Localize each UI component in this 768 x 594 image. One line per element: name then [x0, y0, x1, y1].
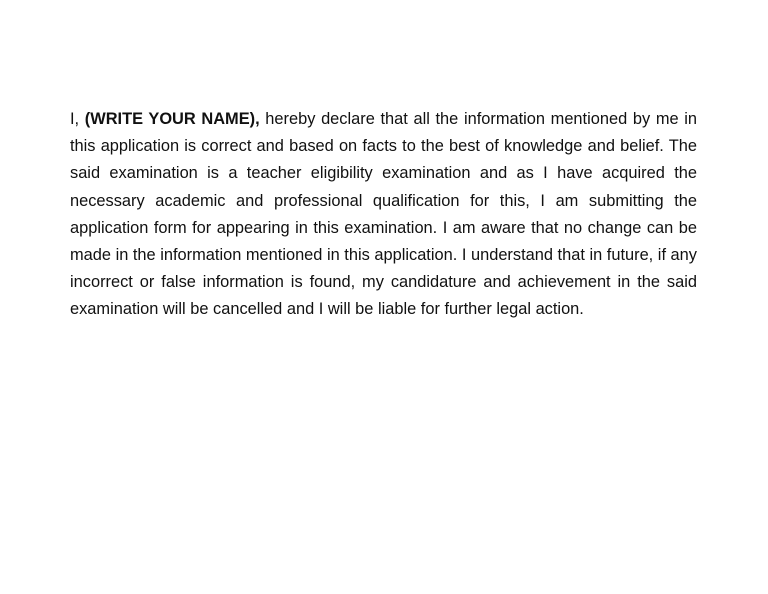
declaration-body: hereby declare that all the information mentioned by me in this application is correct and based on facts to the best of knowledge and belief. The said examination is a teacher eligibility examination and as I have acquired the necessary academic and professional qualification for this, I am submitting the application form for appearing in this examination. I am aware that no change can be made in the information mentioned in this application. I understand that in future, if any incorrect or false information is found, my candidature and achievement in the said examination will be cancelled and I will be liable for further legal action.	[70, 110, 697, 319]
declaration-paragraph	[70, 106, 697, 324]
name-placeholder: (WRITE YOUR NAME),	[84, 110, 260, 128]
declaration-prefix: I,	[70, 110, 85, 128]
